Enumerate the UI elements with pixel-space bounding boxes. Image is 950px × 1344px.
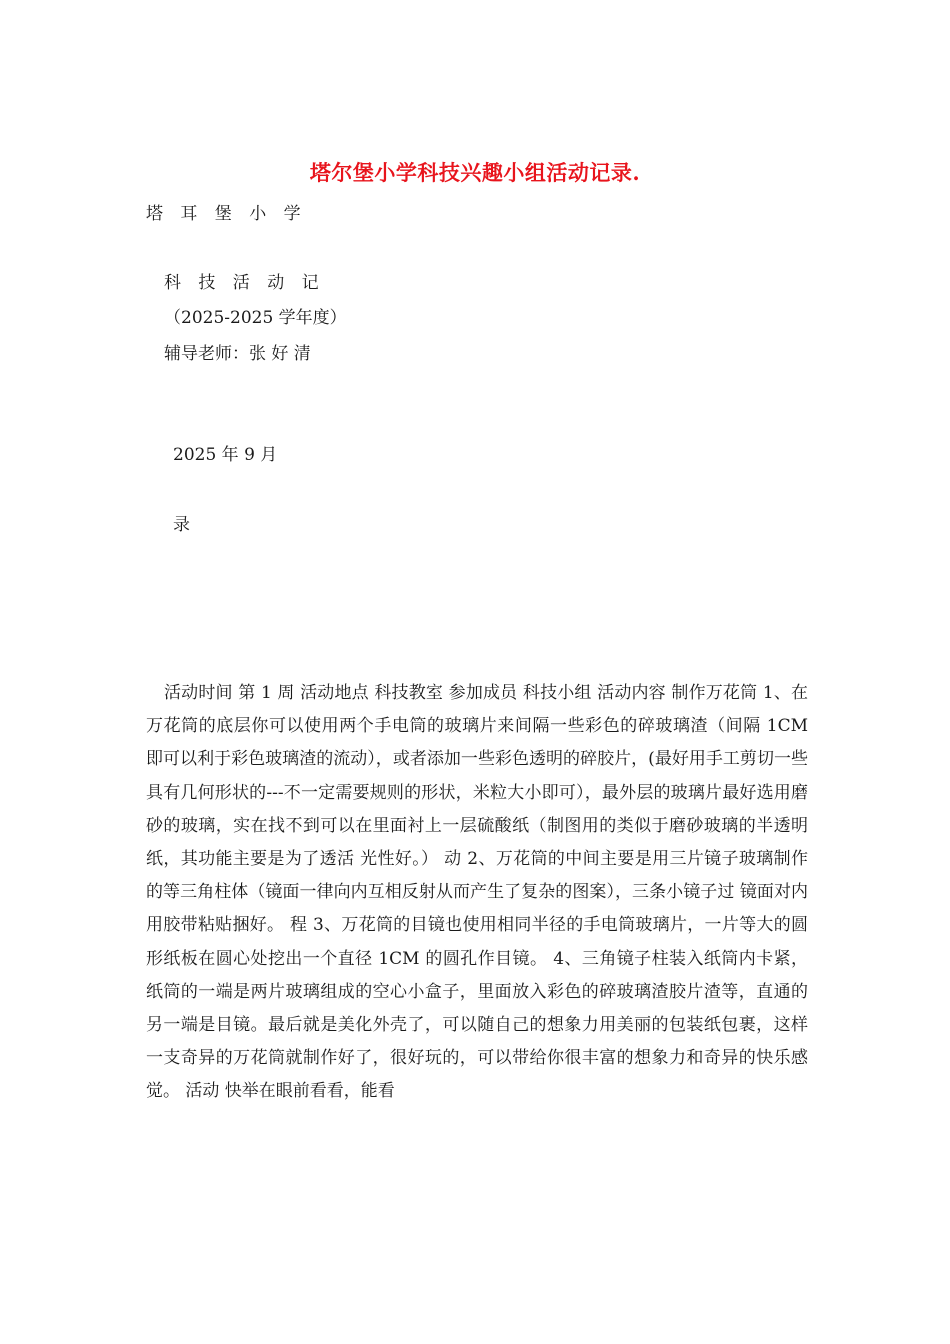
activity-body-paragraph: 活动时间 第 1 周 活动地点 科技教室 参加成员 科技小组 活动内容 制作万花筒 1、在万花筒的底层你可以使用两个手电筒的玻璃片来间隔一些彩色的碎玻璃渣（间隔 1CM 即可以利于彩色玻璃渣的流动），或者添加一些彩色透明的碎胶片，(最好用手工剪切一些具有几何形状的---不一定需要规则的形状，米粒大小即可），最外层的玻璃片最好选用磨砂的玻璃，实在找不到可以在里面衬上一层硫酸纸（制图用的类似于磨砂玻璃的半透明纸，其功能主要是为了透活 光性好。） 动 2、万花筒的中间主要是用三片镜子玻璃制作的等三角柱体（镜面一律向内互相反射从而产生了复杂的图案），三条小镜子过 镜面对内用胶带粘贴捆好。 程 3、万花筒的目镜也使用相同半径的手电筒玻璃片，一片等大的圆形纸板在圆心处挖出一个直径 1CM 的圆孔作目镜。 4、三角镜子柱装入纸筒内卡紧， 纸筒的一端是两片玻璃组成的空心小盒子，里面放入彩色的碎玻璃渣胶片渣等，直通的另一端是目镜。最后就是美化外壳了，可以随自己的想象力用美丽的包装纸包裹，这样一支奇异的万花筒就制作好了，很好玩的，可以带给你很丰富的想象力和奇异的快乐感觉。 活动 快举在眼前看看，能看 xyxy=(146,683,808,1102)
record-heading: 科 技 活 动 记 xyxy=(164,273,325,293)
document-title: 塔尔堡小学科技兴趣小组活动记录. xyxy=(309,160,641,185)
school-name: 塔 耳 堡 小 学 xyxy=(146,204,307,224)
school-year: （2025-2025 学年度） xyxy=(164,308,347,328)
lu-heading: 录 xyxy=(173,515,190,535)
date-line: 2025 年 9 月 xyxy=(173,445,278,465)
teacher-line: 辅导老师：张 好 清 xyxy=(164,344,311,364)
